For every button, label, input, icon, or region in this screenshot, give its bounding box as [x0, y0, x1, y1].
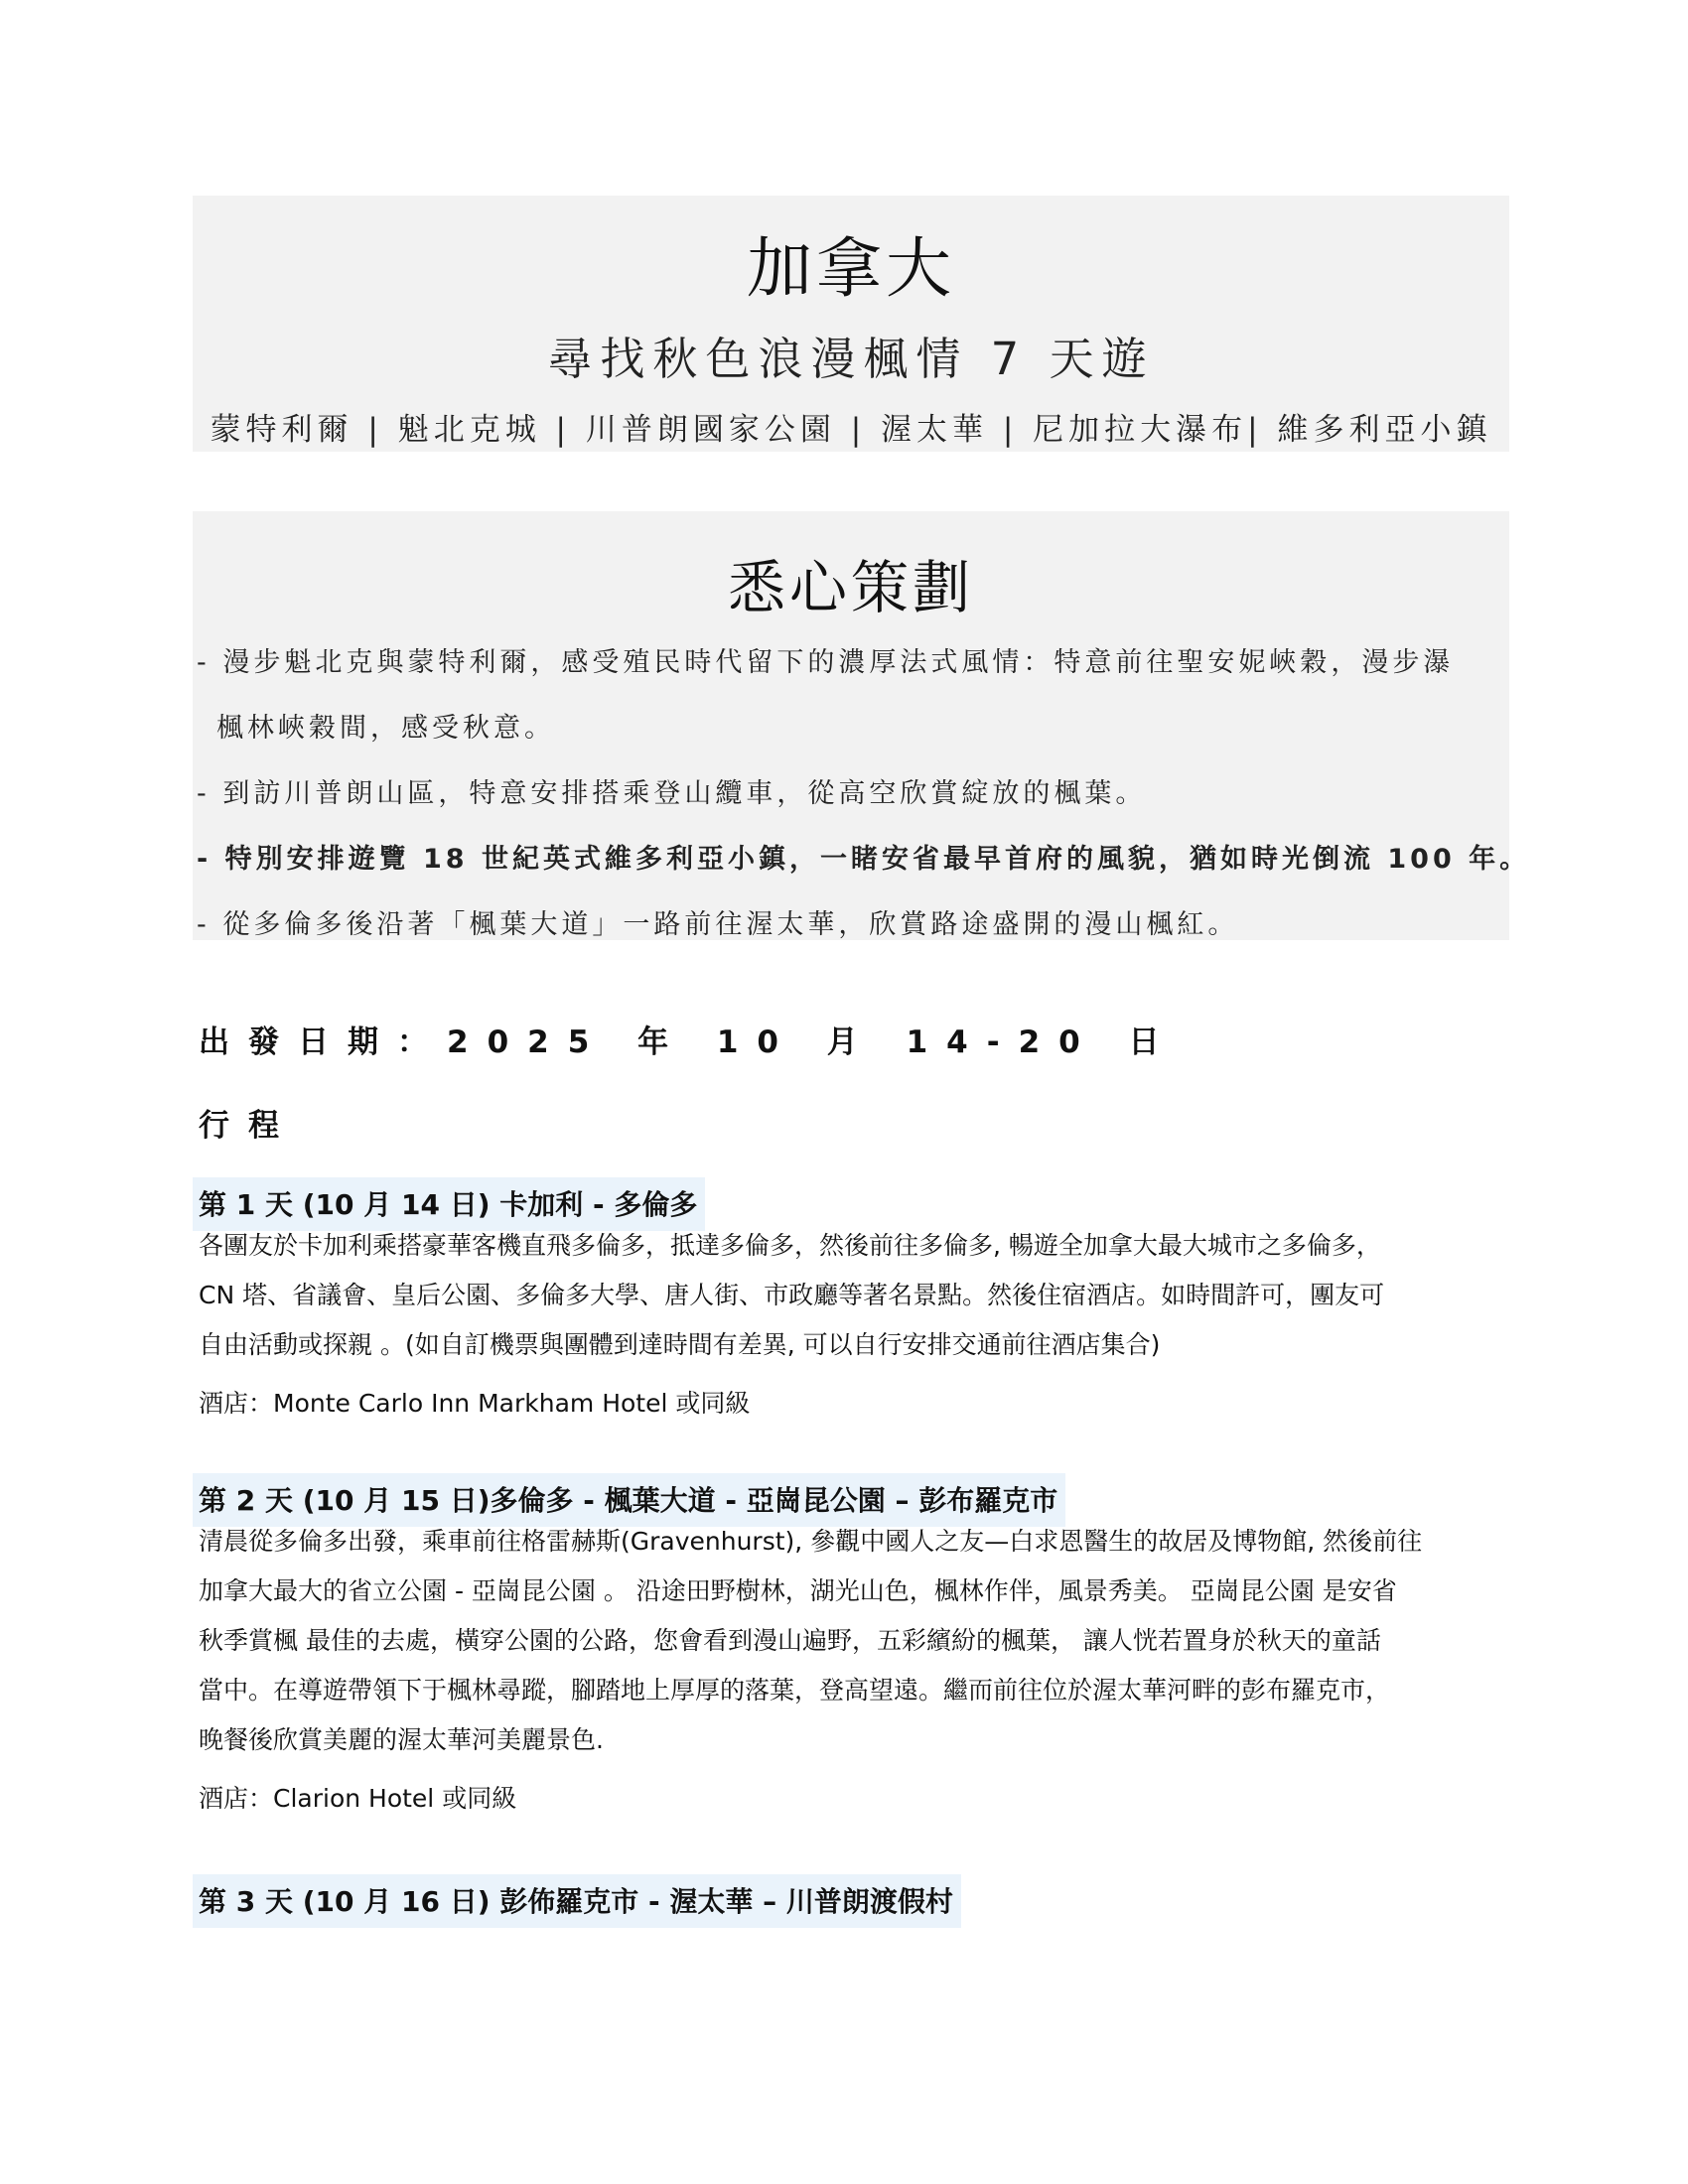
hotel-info: 酒店：Clarion Hotel 或同級	[199, 1784, 517, 1813]
itinerary-heading: 行程	[199, 1108, 298, 1144]
tour-subtitle: 尋找秋色浪漫楓情 7 天遊	[547, 333, 1155, 385]
hotel-info: 酒店：Monte Carlo Inn Markham Hotel 或同級	[199, 1389, 751, 1418]
tour-header	[193, 196, 1509, 452]
day-description	[199, 1221, 1509, 1370]
highlights-box	[193, 511, 1531, 940]
highlight-line: - 從多倫多後沿著「楓葉大道」一路前往渥太華，欣賞路途盛開的漫山楓紅。	[197, 909, 1239, 940]
day-title: 第 3 天 (10 月 16 日) 彭佈羅克市 - 渥太華 – 川普朗渡假村	[193, 1874, 961, 1928]
description-line: 加拿大最大的省立公園 - 亞崗昆公園 。 沿途田野樹林，湖光山色，楓林作伴，風景秀美。 亞崗昆公園 是安省	[199, 1576, 1397, 1605]
departure-date: 出發日期：2025 年 10 月 14-20 日	[199, 1024, 1179, 1060]
day-description	[199, 1517, 1509, 1765]
description-line: 秋季賞楓 最佳的去處，橫穿公園的公路，您會看到漫山遍野，五彩繽紛的楓葉， 讓人恍若置身於秋天的童話	[199, 1626, 1381, 1655]
description-line: 當中。在導遊帶領下于楓林尋蹤，腳踏地上厚厚的落葉，登高望遠。繼而前往位於渥太華河畔的彭布羅克市，	[199, 1676, 1391, 1705]
description-line: 各團友於卡加利乘搭豪華客機直飛多倫多，抵達多倫多，然後前往多倫多, 暢遊全加拿大最大城市之多倫多，	[199, 1231, 1381, 1260]
day-title: 第 1 天 (10 月 14 日) 卡加利 - 多倫多	[193, 1177, 705, 1231]
description-line: 清晨從多倫多出發，乘車前往格雷赫斯(Gravenhurst), 參觀中國人之友—白求恩醫生的故居及博物館, 然後前往	[199, 1527, 1423, 1556]
highlights-heading: 悉心策劃	[727, 554, 974, 621]
city-list: 蒙特利爾 | 魁北克城 | 川普朗國家公園 | 渥太華 | 尼加拉大瀑布| 維多利亞小鎮	[210, 412, 1492, 448]
page-title: 加拿大	[747, 230, 955, 307]
highlight-line: - 漫步魁北克與蒙特利爾，感受殖民時代留下的濃厚法式風情：特意前往聖安妮峽穀，漫步瀑	[197, 647, 1455, 678]
highlight-line: 楓林峽穀間，感受秋意。	[216, 713, 555, 744]
highlight-line: - 到訪川普朗山區，特意安排搭乘登山纜車，從高空欣賞綻放的楓葉。	[197, 778, 1147, 809]
description-line: CN 塔、省議會、皇后公園、多倫多大學、唐人街、市政廳等著名景點。然後住宿酒店。如時間許可，團友可	[199, 1281, 1385, 1309]
description-line: 晚餐後欣賞美麗的渥太華河美麗景色.	[199, 1725, 604, 1754]
highlight-line-bold: - 特別安排遊覽 18 世紀英式維多利亞小鎮，一睹安省最早首府的風貌，猶如時光倒流 100 年。	[197, 844, 1531, 875]
description-line: 自由活動或探親 。(如自訂機票與團體到達時間有差異, 可以自行安排交通前往酒店集合)	[199, 1330, 1161, 1359]
day-title: 第 2 天 (10 月 15 日)多倫多 - 楓葉大道 - 亞崗昆公園 – 彭布羅克市	[193, 1473, 1065, 1527]
